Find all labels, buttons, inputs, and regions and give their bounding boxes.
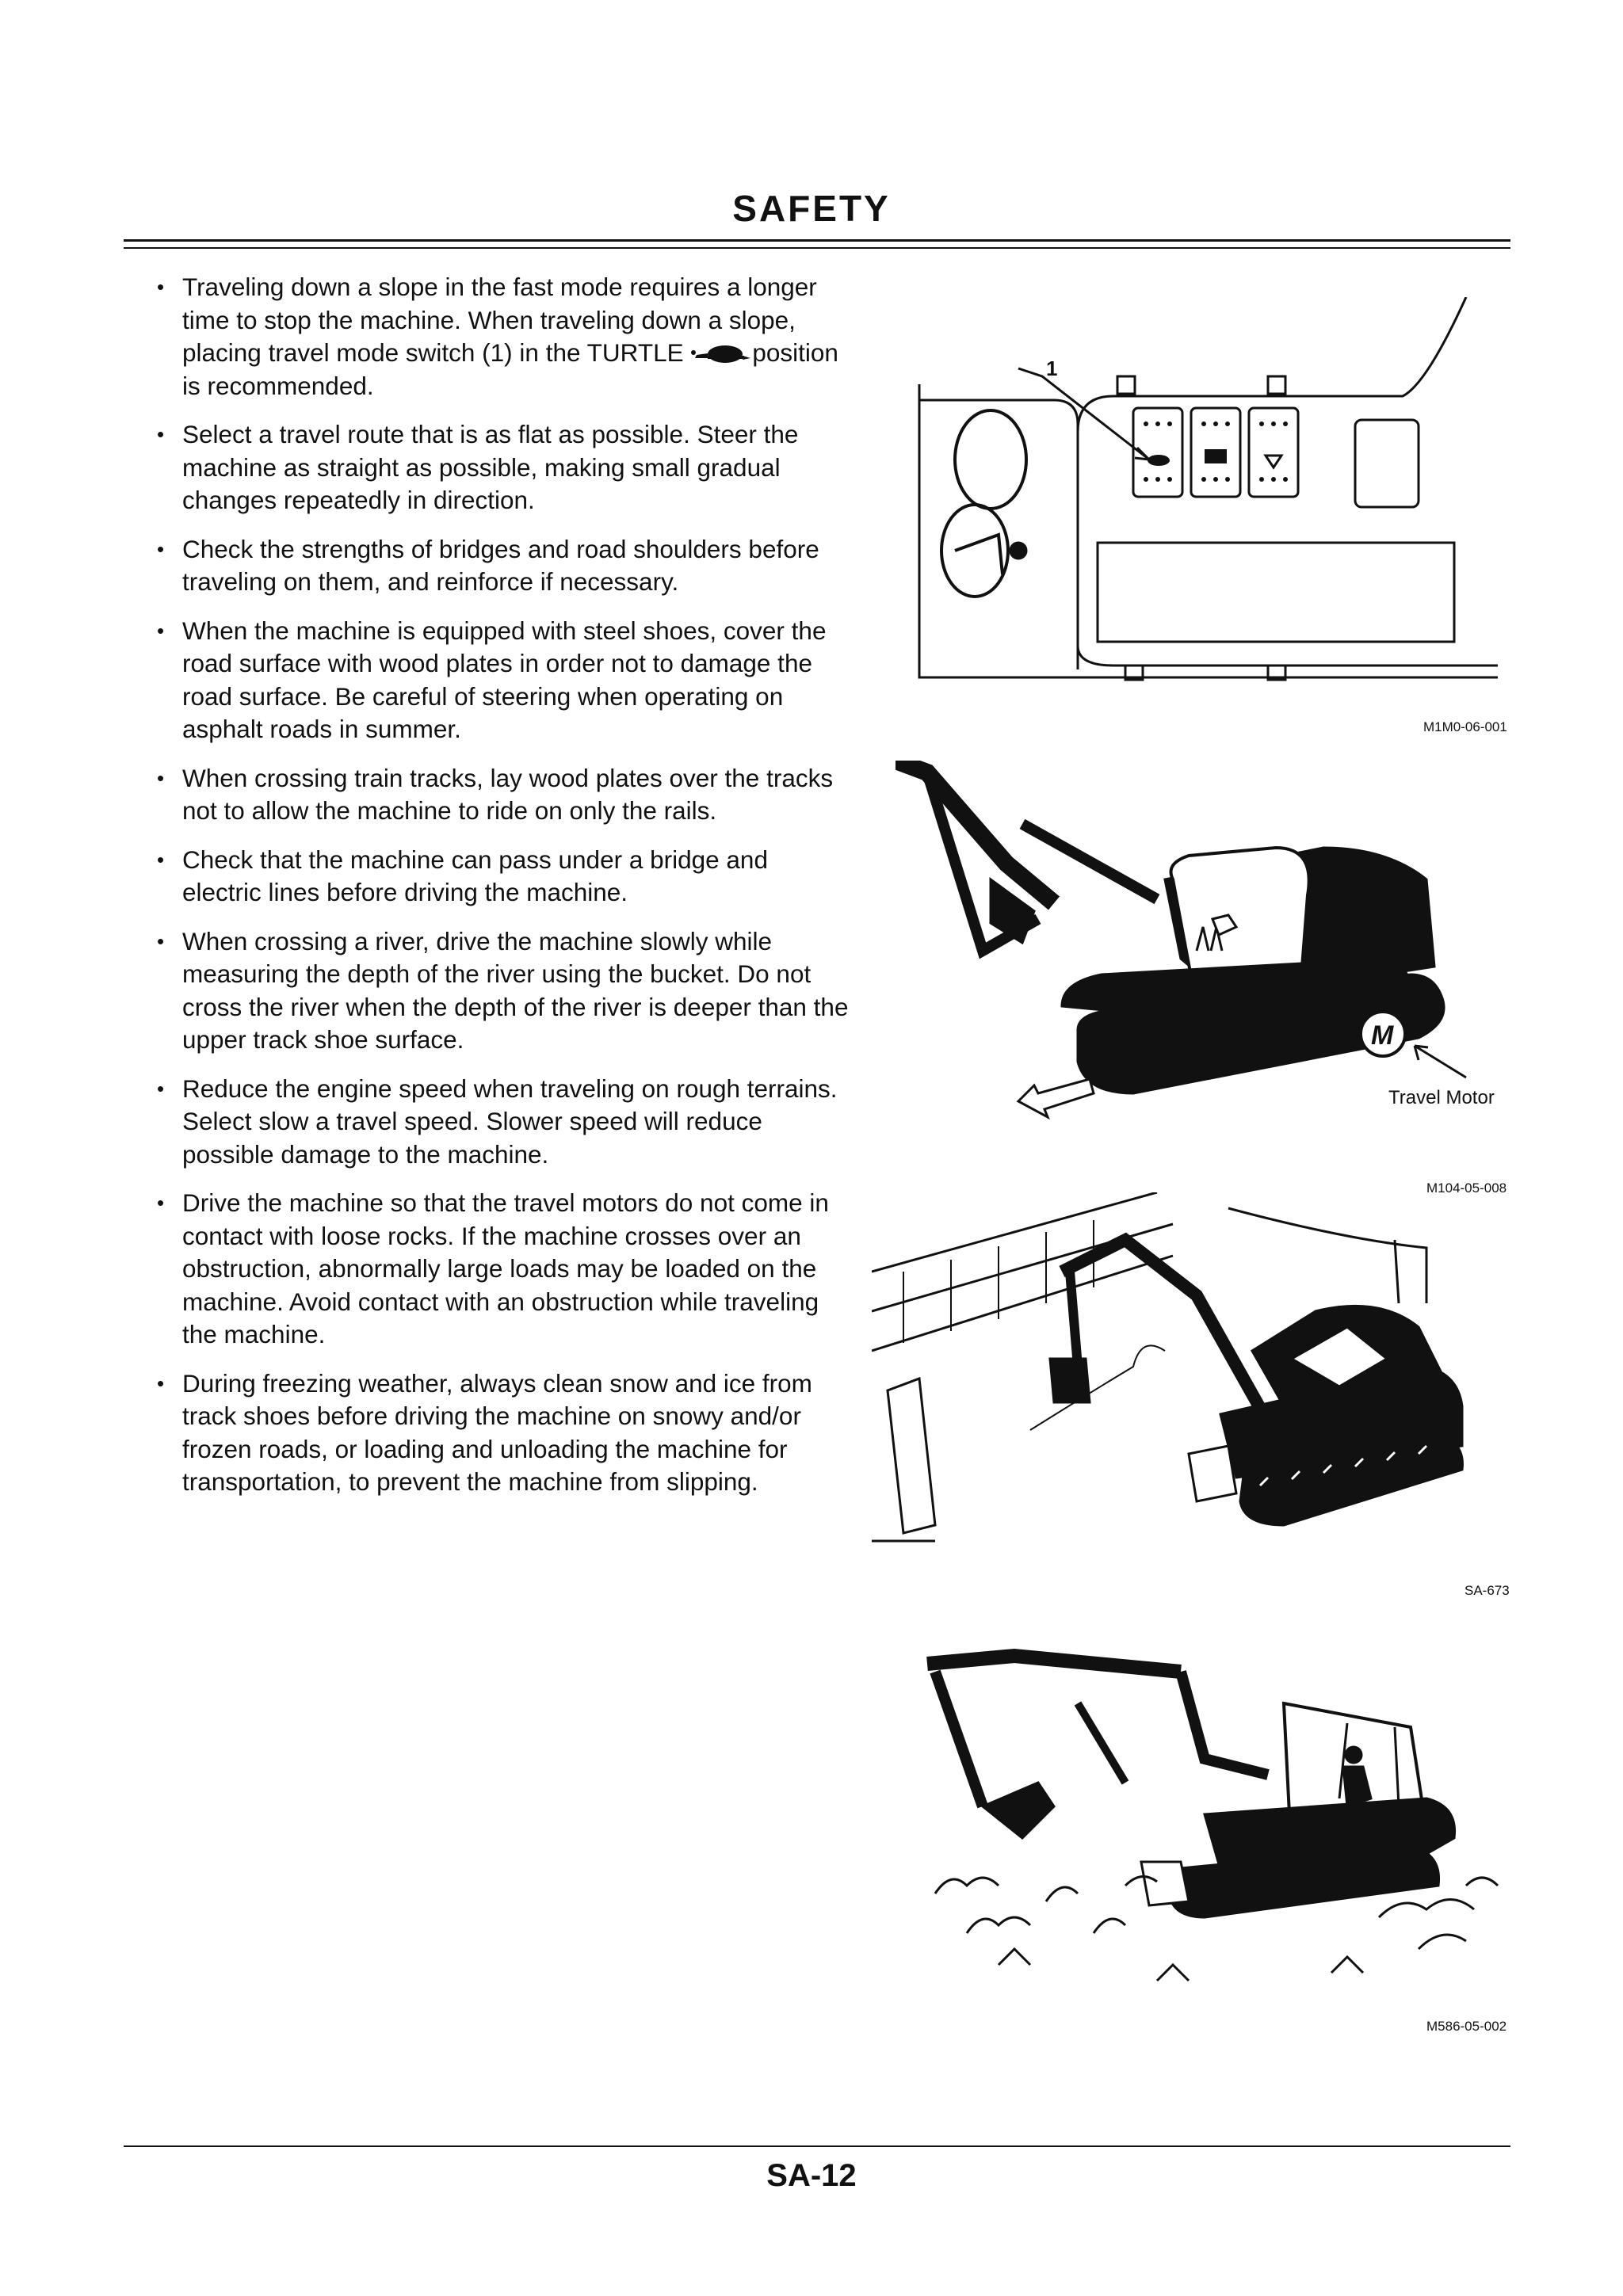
excavator-bridge-illustration	[872, 1192, 1514, 1569]
bullet-text: Select a travel route that is as flat as possible. Steer the machine as straight as possible, making small gradual changes repeatedly in direction.	[182, 420, 799, 514]
svg-text:M: M	[1371, 1020, 1394, 1051]
bullet-dot: •	[157, 422, 165, 446]
bullet-dot: •	[157, 1371, 165, 1395]
bullet-dot: •	[157, 765, 165, 790]
footer-rule	[124, 2145, 1510, 2147]
bullet-text: When the machine is equipped with steel shoes, cover the road surface with wood plates in order not to damage the road surface. Be careful of steering when operating on asphalt roads in summer.	[182, 616, 827, 743]
bullet-text: Check that the machine can pass under a bridge and electric lines before driving the machine.	[182, 845, 768, 906]
excavator-rocks-illustration	[919, 1648, 1506, 1997]
figure-code: M1M0-06-001	[1423, 719, 1507, 734]
figure-code: SA-673	[1465, 1583, 1510, 1598]
bullet-item	[155, 1073, 853, 1172]
figure-code: M104-05-008	[1426, 1180, 1507, 1196]
header-rule-thin	[124, 247, 1510, 249]
callout-number: 1	[1046, 357, 1058, 380]
bullet-text: Check the strengths of bridges and road shoulders before traveling on them, and reinforce if necessary.	[182, 534, 819, 596]
bullet-dot: •	[157, 847, 165, 871]
bullet-dot: •	[157, 929, 165, 953]
page-number: SA-12	[766, 2158, 857, 2193]
bullet-text: When crossing a river, drive the machine slowly while measuring the depth of the river using the bucket. Do not cross the river when the depth of the river is deeper than the upper track shoe surface.	[182, 926, 849, 1054]
bullet-item	[155, 271, 853, 402]
bullet-item	[155, 762, 853, 828]
travel-motor-label: Travel Motor	[1388, 1087, 1495, 1108]
bullet-item	[155, 844, 853, 910]
bullet-item	[155, 533, 853, 599]
bullet-item	[155, 1187, 853, 1352]
bullet-list	[155, 271, 853, 1515]
bullet-dot: •	[157, 618, 165, 643]
switch-panel-illustration	[911, 297, 1514, 693]
bullet-item	[155, 615, 853, 746]
bullet-dot: •	[157, 275, 165, 299]
page-title: SAFETY	[732, 188, 891, 229]
bullet-dot: •	[157, 1076, 165, 1100]
bullet-text: Drive the machine so that the travel motors do not come in contact with loose rocks. If the machine crosses over an obstruction, abnormally large loads may be loaded on the machine. Avoid contact with an obstruction while traveling the machine.	[182, 1188, 829, 1348]
bullet-text: position is recommended.	[182, 338, 838, 400]
bullet-item	[155, 418, 853, 517]
bullet-dot: •	[157, 536, 165, 561]
bullet-text: Traveling down a slope in the fast mode requires a longer time to stop the machine. When traveling down a slope, placing travel mode switch (1) in the TURTLE	[182, 273, 817, 367]
bullet-text: During freezing weather, always clean snow and ice from track shoes before driving the machine on snowy and/or frozen roads, or loading and unloading the machine for transportation, to prevent the machine from slipping.	[182, 1368, 812, 1496]
bullet-item	[155, 1367, 853, 1499]
excavator-travel-illustration	[896, 761, 1498, 1133]
bullet-text: Reduce the engine speed when traveling on rough terrains. Select slow a travel speed. Slower speed will reduce possible damage to the machine.	[182, 1074, 838, 1169]
bullet-text: When crossing train tracks, lay wood plates over the tracks not to allow the machine to ride on only the rails.	[182, 763, 834, 825]
turtle-icon	[690, 344, 752, 366]
bullet-dot: •	[157, 1191, 165, 1215]
figure-code: M586-05-002	[1426, 2019, 1507, 2034]
header-rule	[124, 239, 1510, 242]
bullet-item	[155, 925, 853, 1057]
